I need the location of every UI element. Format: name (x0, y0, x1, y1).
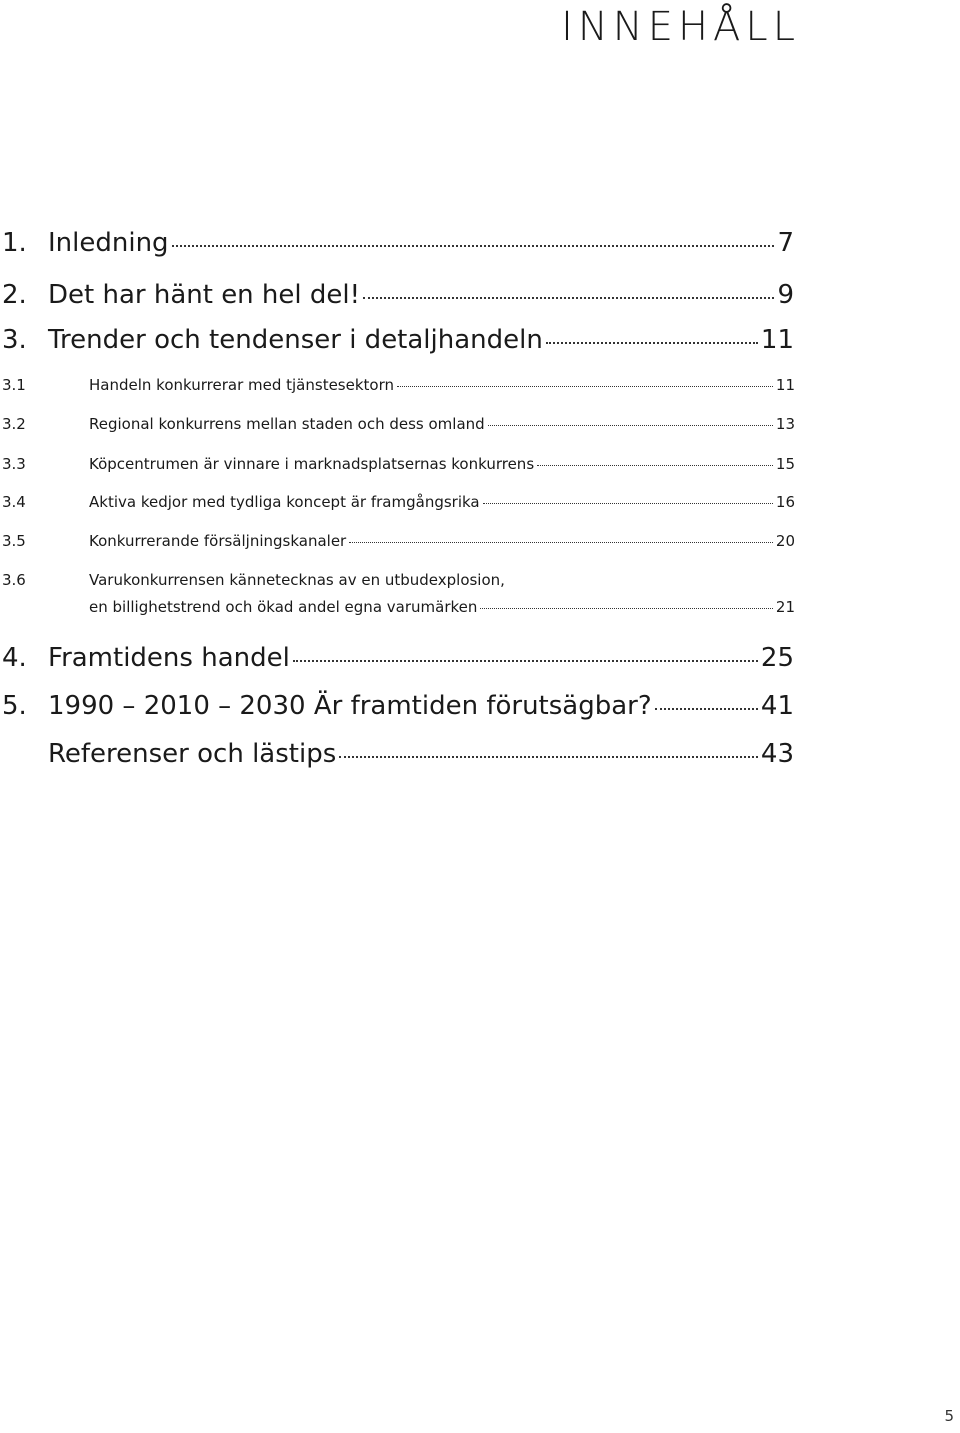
toc-title: Regional konkurrens mellan staden och dess omland (89, 415, 485, 433)
toc-entry-framtidens-handel[interactable] (2, 643, 794, 673)
toc-page: 16 (775, 493, 795, 511)
toc-leader-dots (293, 660, 758, 662)
toc-title: Framtidens handel (48, 643, 290, 673)
toc-number: 3.6 (2, 571, 26, 589)
toc-leader-dots (537, 465, 773, 466)
toc-leader-dots (397, 386, 773, 387)
toc-entry-referenser[interactable] (48, 739, 794, 769)
toc-title: Inledning (48, 228, 169, 258)
toc-title: 1990 – 2010 – 2030 Är framtiden förutsägbar? (48, 691, 652, 721)
toc-subentry-3-2[interactable] (2, 415, 795, 433)
toc-subentry-3-1[interactable] (2, 376, 795, 394)
toc-subentry-3-6[interactable] (89, 598, 795, 616)
toc-page: 9 (777, 280, 794, 310)
toc-page: 20 (775, 532, 795, 550)
toc-page: 41 (760, 691, 794, 721)
toc-number: 3.2 (2, 415, 26, 433)
toc-page: 13 (775, 415, 795, 433)
toc-entry-trender[interactable] (2, 325, 794, 355)
toc-title: Konkurrerande försäljningskanaler (89, 532, 347, 550)
toc-leader-dots (349, 542, 773, 543)
toc-title-line1[interactable]: Varukonkurrensen kännetecknas av en utbudexplosion, (89, 571, 505, 589)
toc-number: 3.1 (2, 376, 26, 394)
toc-number: 5. (2, 691, 27, 721)
toc-leader-dots (488, 425, 773, 426)
toc-entry-framtiden-forutsagbar[interactable] (2, 691, 794, 721)
toc-title: Det har hänt en hel del! (48, 280, 361, 310)
toc-title: Handeln konkurrerar med tjänstesektorn (89, 376, 395, 394)
toc-title: Referenser och lästips (48, 739, 337, 769)
toc-entry-inledning[interactable] (2, 228, 794, 258)
toc-page: 11 (775, 376, 795, 394)
toc-leader-dots (546, 342, 758, 344)
toc-leader-dots (655, 708, 758, 710)
toc-number: 1. (2, 228, 27, 258)
toc-page: 21 (775, 598, 795, 616)
toc-leader-dots (363, 297, 774, 299)
toc-number: 3.5 (2, 532, 26, 550)
toc-title: Köpcentrumen är vinnare i marknadsplatsernas konkurrens (89, 455, 535, 473)
toc-leader-dots (483, 503, 773, 504)
toc-page: 43 (760, 739, 794, 769)
toc-page: 7 (777, 228, 794, 258)
toc-number: 4. (2, 643, 27, 673)
toc-subentry-3-4[interactable] (2, 493, 795, 511)
toc-entry-det-har-hant[interactable] (2, 280, 794, 310)
toc-leader-dots (172, 245, 775, 247)
toc-subentry-3-5[interactable] (2, 532, 795, 550)
toc-number: 3.4 (2, 493, 26, 511)
toc-number: 3. (2, 325, 27, 355)
toc-title-line2: en billighetstrend och ökad andel egna varumärken (89, 598, 478, 616)
toc-title: Trender och tendenser i detaljhandeln (48, 325, 543, 355)
toc-leader-dots (339, 756, 758, 758)
toc-number: 2. (2, 280, 27, 310)
toc-subentry-3-3[interactable] (2, 455, 795, 473)
toc-page: 11 (760, 325, 794, 355)
toc-page: 25 (760, 643, 794, 673)
page-title: INNEHÅLL (561, 4, 800, 50)
toc-title: Aktiva kedjor med tydliga koncept är framgångsrika (89, 493, 480, 511)
toc-leader-dots (480, 608, 773, 609)
toc-number: 3.3 (2, 455, 26, 473)
page-number: 5 (944, 1407, 954, 1425)
toc-page: 15 (775, 455, 795, 473)
